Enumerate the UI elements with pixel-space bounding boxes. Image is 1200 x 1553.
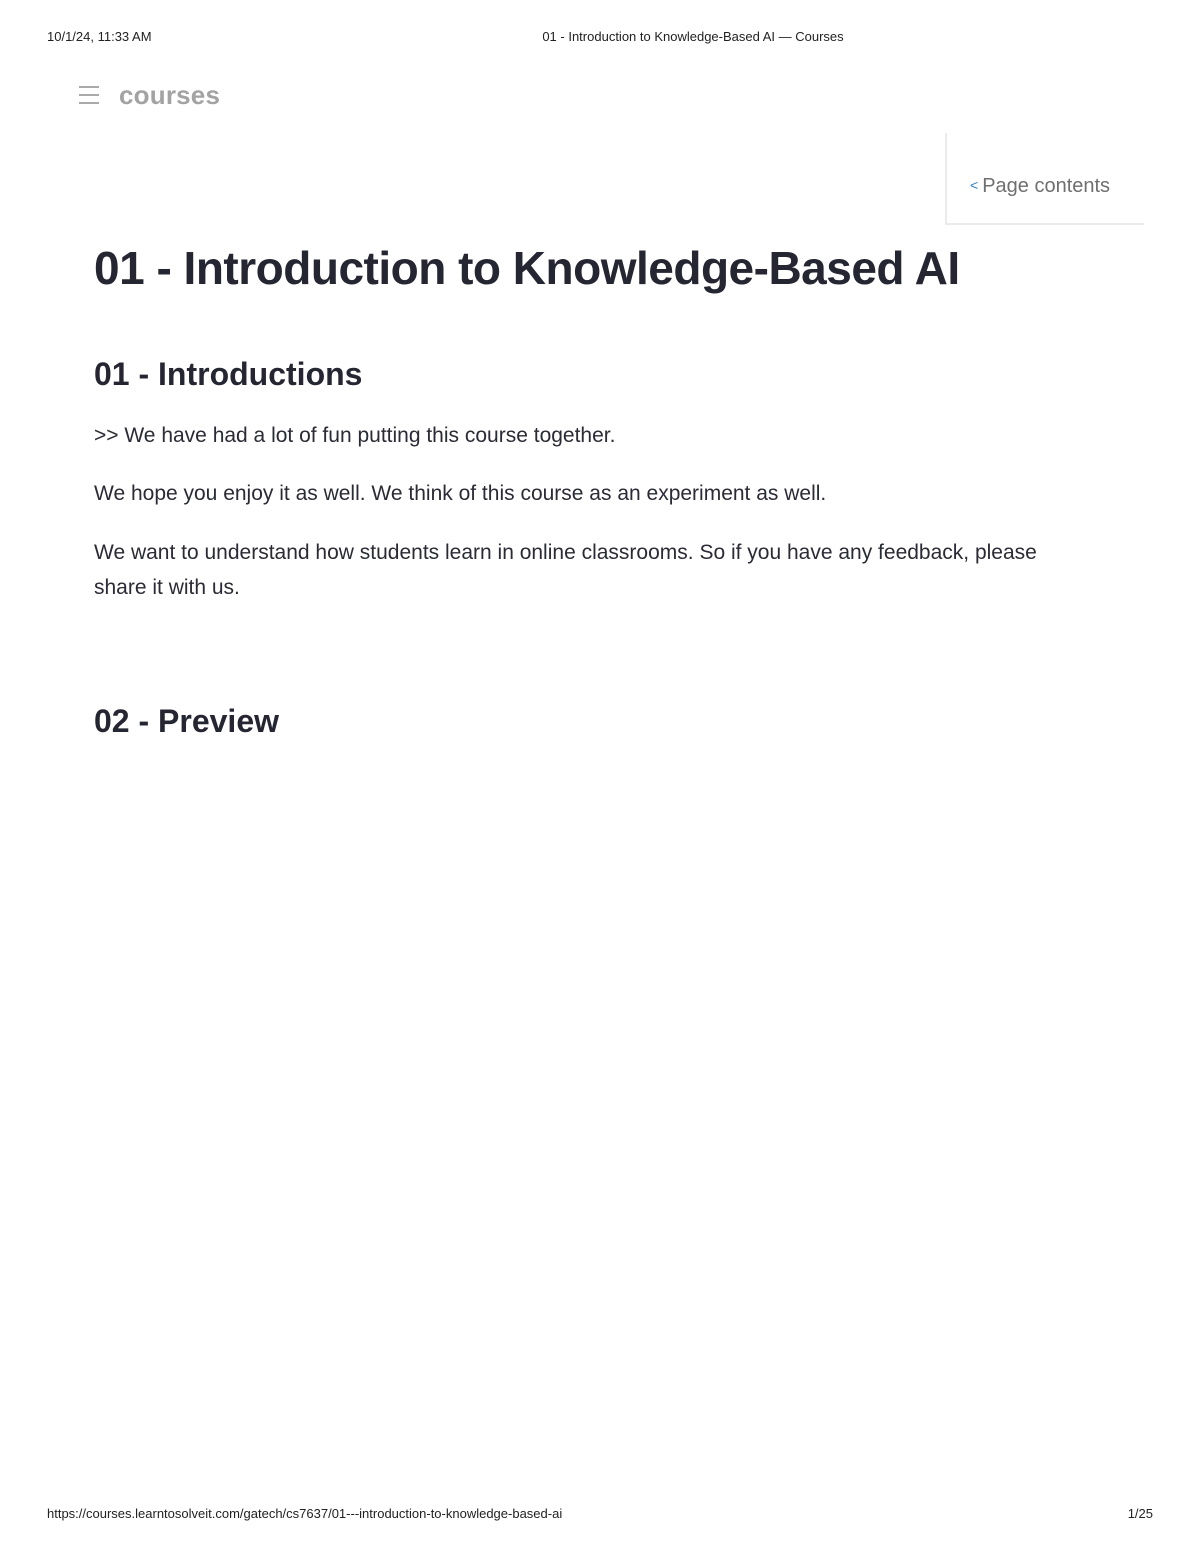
brand-link[interactable]: courses (119, 80, 221, 110)
paragraph: We hope you enjoy it as well. We think of this course as an experiment as well. (94, 482, 827, 505)
hamburger-menu-icon[interactable] (79, 86, 99, 104)
paragraph: We want to understand how students learn in online classrooms. So if you have any feedback, please share it with us. (94, 541, 1037, 599)
page-contents-panel (945, 133, 1144, 225)
page-contents-label: Page contents (982, 175, 1111, 197)
print-header (0, 28, 1200, 48)
page-title: 01 - Introduction to Knowledge-Based AI (94, 242, 960, 294)
print-datetime: 10/1/24, 11:33 AM (47, 29, 152, 44)
chevron-left-icon: < (970, 176, 979, 193)
print-url: https://courses.learntosolveit.com/gatech/cs7637/01---introduction-to-knowledge-based-ai (47, 1506, 563, 1521)
page-contents-toggle[interactable] (970, 175, 1110, 198)
section-heading-preview: 02 - Preview (94, 703, 279, 739)
print-page-title: 01 - Introduction to Knowledge-Based AI — Courses (542, 29, 844, 44)
top-navbar (79, 78, 220, 112)
article (94, 240, 1094, 739)
print-page-number: 1/25 (1127, 1506, 1153, 1521)
section-heading-introductions: 01 - Introductions (94, 356, 363, 392)
paragraph: >> We have had a lot of fun putting this course together. (94, 424, 616, 447)
